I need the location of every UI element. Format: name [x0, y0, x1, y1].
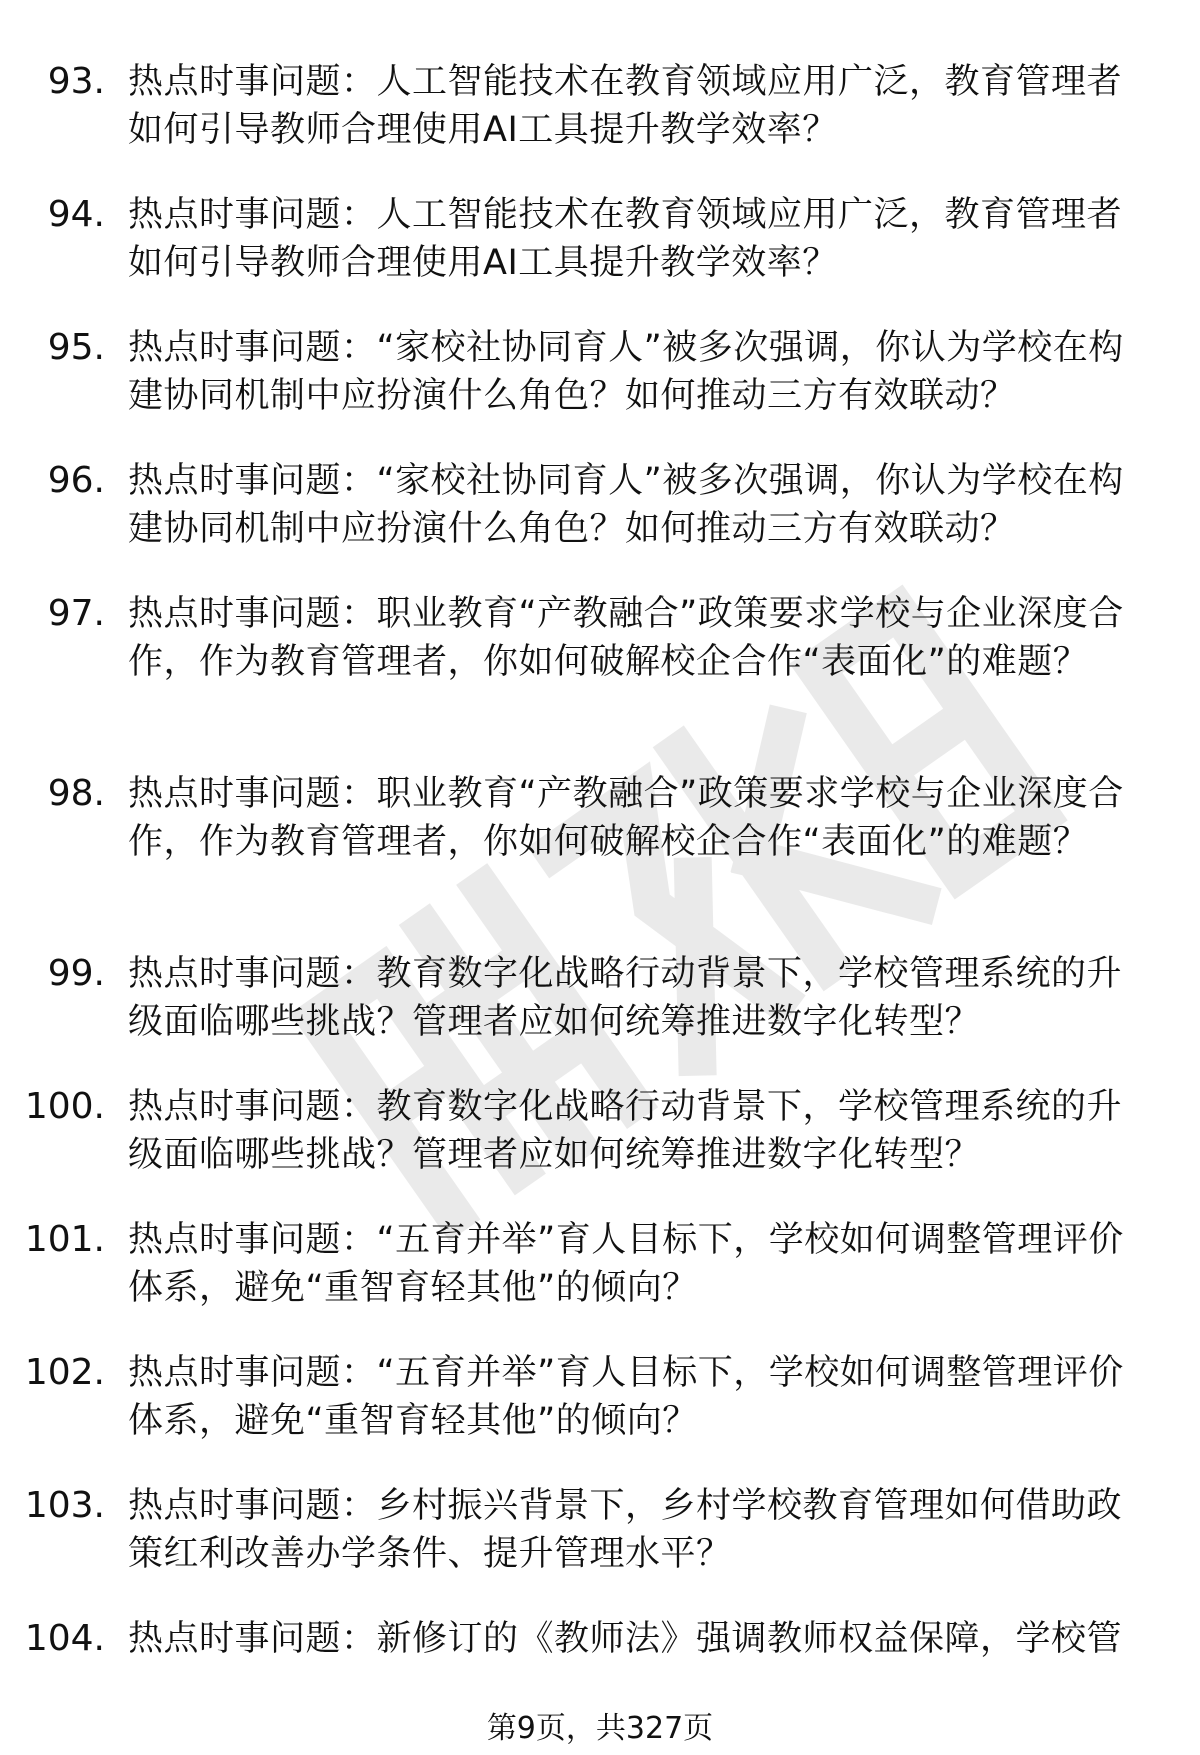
list-item: [0, 1482, 1200, 1615]
question-text: 热点时事问题：人工智能技术在教育领域应用广泛，教育管理者如何引导教师合理使用AI工具提升教学效率？: [128, 62, 1123, 150]
question-text: 热点时事问题：教育数字化战略行动背景下，学校管理系统的升级面临哪些挑战？管理者应如何统筹推进数字化转型？: [128, 1087, 1123, 1175]
list-item: [0, 770, 1200, 950]
question-number: 98.: [47, 773, 105, 814]
question-text: 热点时事问题：职业教育“产教融合”政策要求学校与企业深度合作，作为教育管理者，你如何破解校企合作“表面化”的难题？: [128, 594, 1124, 682]
question-text: 热点时事问题：“家校社协同育人”被多次强调，你认为学校在构建协同机制中应扮演什么角色？如何推动三方有效联动？: [128, 328, 1124, 416]
list-item: [0, 191, 1200, 324]
question-text: 热点时事问题：“家校社协同育人”被多次强调，你认为学校在构建协同机制中应扮演什么角色？如何推动三方有效联动？: [128, 461, 1124, 549]
question-text: 热点时事问题：职业教育“产教融合”政策要求学校与企业深度合作，作为教育管理者，你如何破解校企合作“表面化”的难题？: [128, 774, 1124, 862]
list-item: [0, 590, 1200, 770]
question-number: 102.: [24, 1352, 105, 1393]
question-text: 热点时事问题：乡村振兴背景下，乡村学校教育管理如何借助政策红利改善办学条件、提升管理水平？: [128, 1486, 1123, 1574]
question-number: 93.: [47, 61, 105, 102]
question-list: [0, 58, 1200, 1748]
list-item: [0, 324, 1200, 457]
question-number: 96.: [47, 460, 105, 501]
question-text: 热点时事问题：新修订的《教师法》强调教师权益保障，学校管: [128, 1619, 1123, 1659]
question-text: 热点时事问题：“五育并举”育人目标下，学校如何调整管理评价体系，避免“重智育轻其他”的倾向？: [128, 1353, 1124, 1441]
list-item: [0, 1216, 1200, 1349]
question-number: 94.: [47, 194, 105, 235]
question-number: 103.: [24, 1485, 105, 1526]
question-text: 热点时事问题：“五育并举”育人目标下，学校如何调整管理评价体系，避免“重智育轻其他”的倾向？: [128, 1220, 1124, 1308]
list-item: [0, 950, 1200, 1083]
question-number: 104.: [24, 1618, 105, 1659]
question-number: 99.: [47, 953, 105, 994]
list-item: [0, 58, 1200, 191]
question-number: 95.: [47, 327, 105, 368]
list-item: [0, 457, 1200, 590]
list-item: [0, 1349, 1200, 1482]
question-number: 100.: [24, 1086, 105, 1127]
question-text: 热点时事问题：教育数字化战略行动背景下，学校管理系统的升级面临哪些挑战？管理者应如何统筹推进数字化转型？: [128, 954, 1123, 1042]
question-number: 101.: [24, 1219, 105, 1260]
page-footer: 第9页，共327页: [486, 1711, 714, 1746]
question-number: 97.: [47, 593, 105, 634]
question-text: 热点时事问题：人工智能技术在教育领域应用广泛，教育管理者如何引导教师合理使用AI工具提升教学效率？: [128, 195, 1123, 283]
list-item: [0, 1083, 1200, 1216]
